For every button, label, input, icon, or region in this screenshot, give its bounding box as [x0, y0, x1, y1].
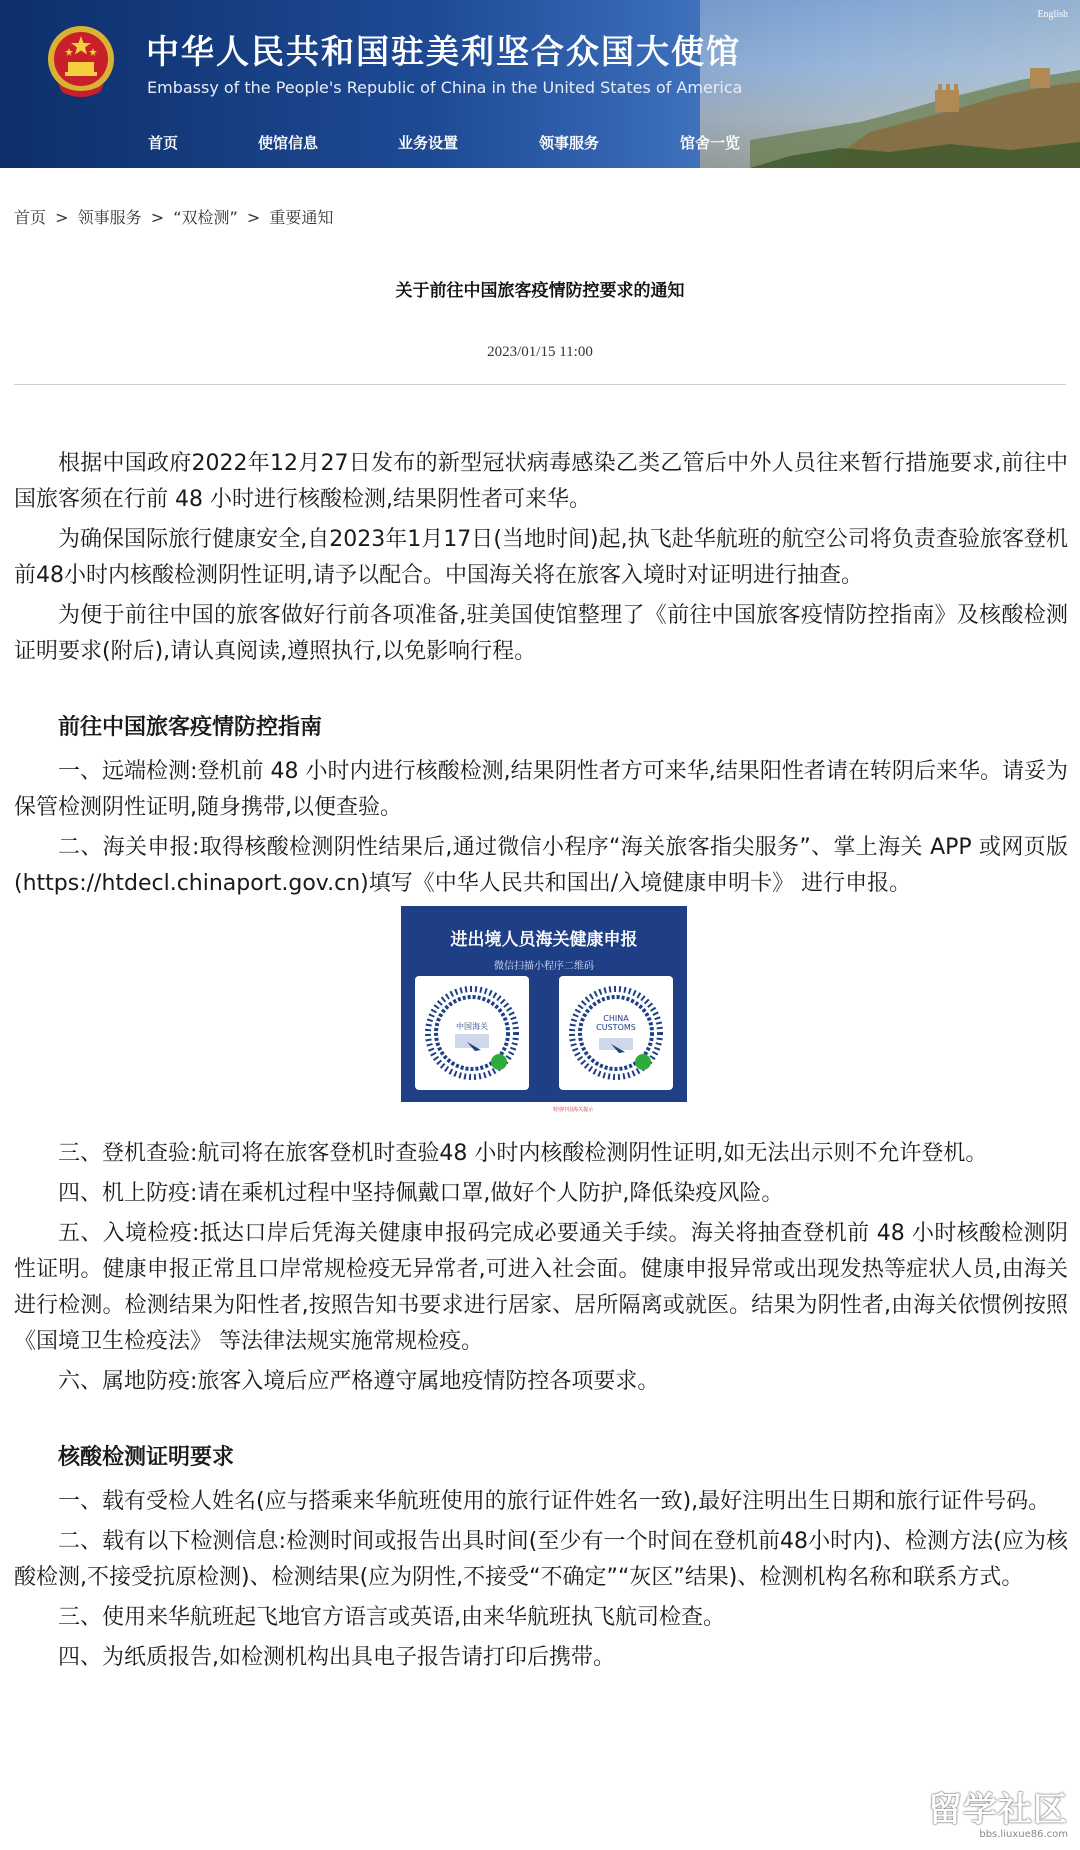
intro-paragraph: 根据中国政府2022年12月27日发布的新型冠状病毒感染乙类乙管后中外人员往来暂行措施要求,前往中国旅客须在行前 48 小时进行核酸检测,结果阴性者可来华。 [14, 451, 1068, 512]
article-date: 2023/01/15 11:00 [487, 344, 593, 360]
breadcrumb-consular[interactable]: 领事服务 [77, 208, 142, 227]
title-divider [14, 384, 1066, 385]
qr-code-customs-english[interactable] [559, 976, 673, 1090]
guide-item: 五、入境检疫:抵达口岸后凭海关健康申报码完成必要通关手续。海关将抽查登机前 48 小时核酸检测阴性证明。健康申报正常且口岸常规检疫无异常者,可进入社会面。健康申报异常或出现发热等症状人员,由海关进行检测。检测结果为阳性者,按照告知书要求进行居家、居所隔离或就医。结果为阴性者,由海关依惯例按照 《国境卫生检疫法》 等法律法规实施常规检疫。 [14, 1221, 1068, 1354]
qr-label-line: CHINA [603, 1014, 629, 1023]
national-emblem-icon [44, 22, 118, 102]
guide-item: 六、属地防疫:旅客入境后应严格遵守属地疫情防控各项要求。 [58, 1369, 660, 1394]
qr-label-china-customs: 中国海关 [456, 1022, 488, 1031]
nav-item-home[interactable]: 首页 [148, 134, 179, 152]
mini-program-code-icon [559, 976, 673, 1090]
nav-item-embassy-info[interactable]: 使馆信息 [258, 134, 319, 152]
breadcrumb-separator: > [55, 208, 69, 227]
site-watermark [928, 1782, 1068, 1840]
guide-item: 一、远端检测:登机前 48 小时内进行核酸检测,结果阴性者方可来华,结果阳性者请在转阴后来华。请妥为保管检测阴性证明,随身携带,以便查验。 [14, 759, 1068, 820]
requirement-item: 二、载有以下检测信息:检测时间或报告出具时间(至少有一个时间在登机前48小时内)、检测方法(应为核酸检测,不接受抗原检测)、检测结果(应为阴性,不接受“不确定”“灰区”结果)、检测机构名称和联系方式。 [14, 1529, 1068, 1590]
nav-item-business[interactable]: 业务设置 [398, 134, 459, 152]
guide-heading: 前往中国旅客疫情防控指南 [58, 715, 323, 740]
site-title-chinese: 中华人民共和国驻美利坚合众国大使馆 [146, 32, 741, 71]
breadcrumb-double-test[interactable]: “双检测” [173, 208, 238, 227]
qr-figure [14, 906, 1068, 1116]
qr-code-china-customs[interactable] [415, 976, 529, 1090]
qr-footnote: 特别中国海关提示 [553, 1107, 594, 1113]
qr-label-customs-english [559, 1014, 673, 1032]
qr-panel-subtitle: 微信扫描小程序二维码 [494, 961, 594, 972]
article-title: 关于前往中国旅客疫情防控要求的通知 [395, 281, 685, 301]
breadcrumb-separator: > [150, 208, 165, 227]
watermark-url: bbs.liuxue86.com [979, 1829, 1068, 1840]
english-language-link[interactable]: English [1037, 9, 1068, 20]
watermark-text: 留学社区 [928, 1790, 1068, 1830]
site-header [0, 0, 1080, 168]
nav-item-premises[interactable]: 馆舍一览 [680, 134, 741, 152]
mini-program-code-icon [415, 976, 529, 1090]
requirement-item: 四、为纸质报告,如检测机构出具电子报告请打印后携带。 [58, 1645, 615, 1670]
customs-declaration-qr-panel [401, 906, 687, 1113]
intro-paragraph: 为确保国际旅行健康安全,自2023年1月17日(当地时间)起,执飞赴华航班的航空公司将负责查验旅客登机前48小时内核酸检测阴性证明,请予以配合。中国海关将在旅客入境时对证明进行抽查。 [14, 527, 1068, 588]
article-body [14, 446, 1068, 1680]
main-nav [148, 132, 780, 154]
nav-item-consular[interactable]: 领事服务 [539, 134, 600, 152]
guide-item: 四、机上防疫:请在乘机过程中坚持佩戴口罩,做好个人防护,降低染疫风险。 [58, 1181, 784, 1206]
breadcrumb-home[interactable]: 首页 [14, 208, 47, 227]
breadcrumb-separator: > [246, 208, 261, 227]
site-title-english: Embassy of the People's Republic of China in the United States of America [147, 78, 743, 97]
guide-item: 二、海关申报:取得核酸检测阴性结果后,通过微信小程序“海关旅客指尖服务”、掌上海关 APP 或网页版(https://htdecl.chinaport.gov.cn)填写《中华人民共和国出/入境健康申明卡》 进行申报。 [14, 835, 1068, 896]
breadcrumb [14, 205, 333, 228]
great-wall-image [750, 60, 1080, 168]
qr-label-line: CUSTOMS [596, 1023, 636, 1032]
requirement-item: 一、载有受检人姓名(应与搭乘来华航班使用的旅行证件姓名一致),最好注明出生日期和旅行证件号码。 [58, 1489, 1051, 1514]
breadcrumb-notice[interactable]: 重要通知 [269, 208, 334, 227]
intro-paragraph: 为便于前往中国的旅客做好行前各项准备,驻美国使馆整理了《前往中国旅客疫情防控指南》及核酸检测证明要求(附后),请认真阅读,遵照执行,以免影响行程。 [14, 603, 1068, 664]
requirement-item: 三、使用来华航班起飞地官方语言或英语,由来华航班执飞航司检查。 [58, 1605, 725, 1630]
requirements-heading: 核酸检测证明要求 [58, 1445, 235, 1470]
guide-item: 三、登机查验:航司将在旅客登机时查验48 小时内核酸检测阴性证明,如无法出示则不允许登机。 [58, 1141, 988, 1166]
qr-panel-title: 进出境人员海关健康申报 [450, 930, 638, 950]
